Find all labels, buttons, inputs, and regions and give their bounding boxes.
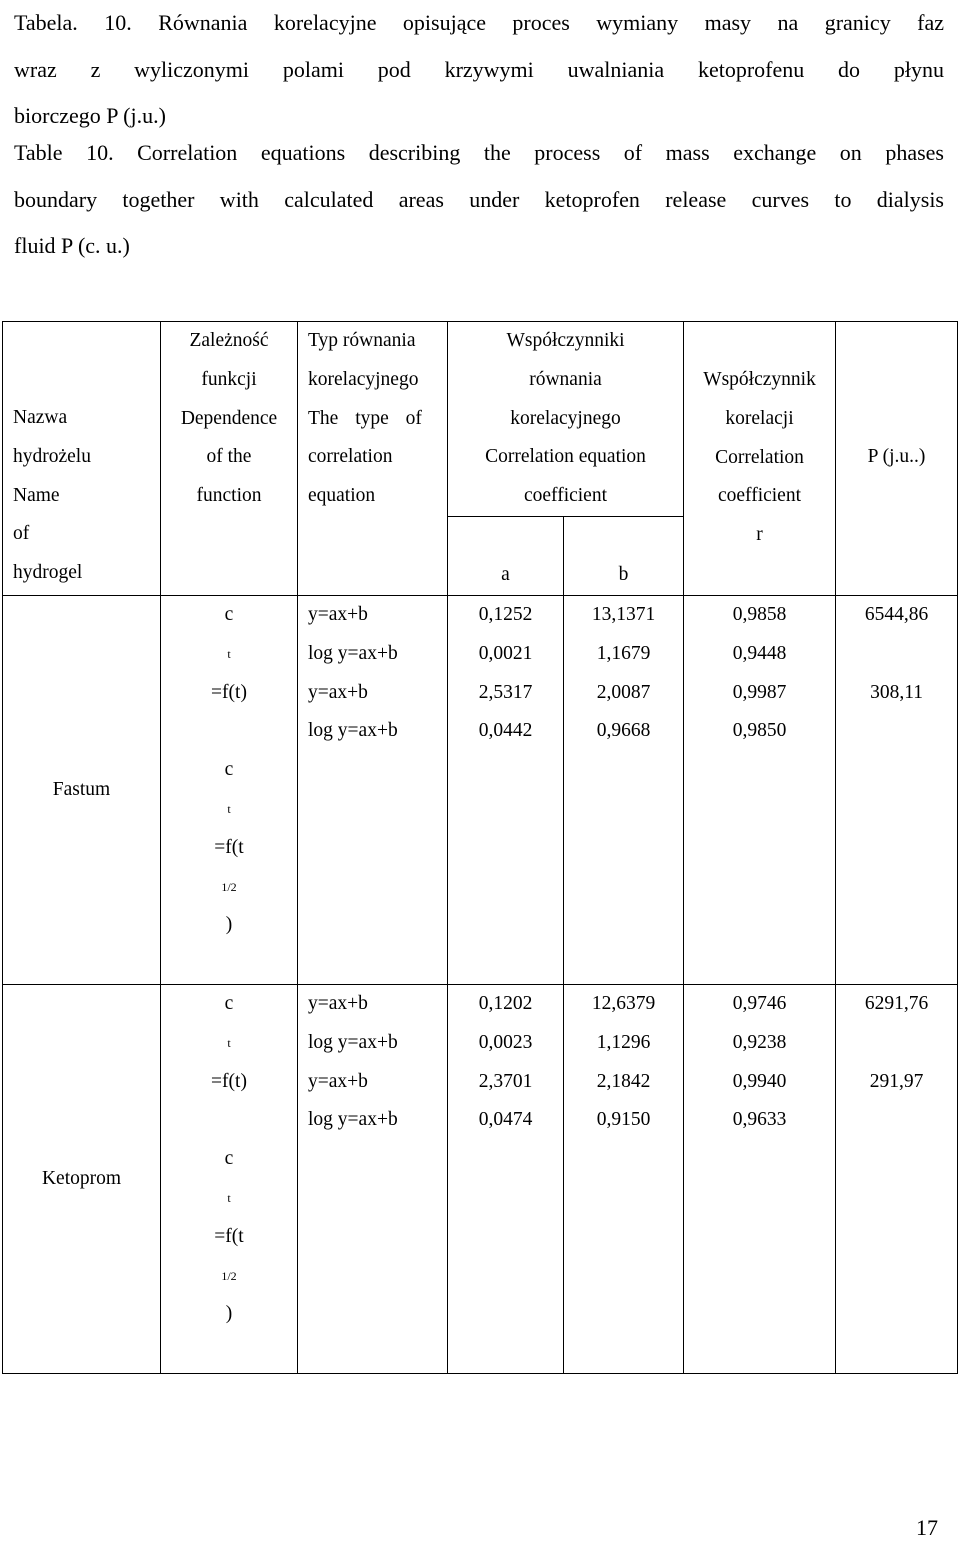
correlation-table — [2, 321, 958, 1374]
header-correlation-coefficient: Współczynnik korelacji Correlation coefficient r — [684, 322, 836, 596]
equation-cell: y=ax+b log y=ax+b y=ax+b log y=ax+b — [298, 984, 448, 1373]
header-hydrogel-name: Nazwa hydrożelu Name of hydrogel — [3, 322, 161, 596]
caption-line: Table 10. Correlation equations describing the process of mass exchange on phases — [14, 140, 944, 165]
coefficient-b-cell: 12,6379 1,1296 2,1842 0,9150 — [564, 984, 684, 1373]
caption-line: boundary together with calculated areas under ketoprofen release curves to dialysis — [14, 186, 944, 212]
dependence-cell: c t =f(t) c t =f(t 1/2 ) — [161, 984, 298, 1373]
correlation-r-cell: 0,9746 0,9238 0,9940 0,9633 — [684, 984, 836, 1373]
header-coefficients: Współczynniki równania korelacyjnego Correlation equation coefficient — [448, 322, 684, 517]
hydrogel-name-cell: Fastum — [3, 596, 161, 985]
caption-line: wraz z wyliczonymi polami pod krzywymi uwalniania ketoprofenu do płynu — [14, 56, 944, 82]
caption-line: fluid P (c. u.) — [14, 233, 130, 258]
caption-line: Tabela. 10. Równania korelacyjne opisujące proces wymiany masy na granicy faz — [14, 10, 944, 35]
header-p-value: P (j.u..) — [836, 322, 958, 596]
coefficient-b-cell: 13,1371 1,1679 2,0087 0,9668 — [564, 596, 684, 985]
p-value-cell: 6544,86 308,11 — [836, 596, 958, 985]
dependence-cell: c t =f(t) c t =f(t 1/2 ) — [161, 596, 298, 985]
header-equation-type: Typ równania korelacyjnego The type of correlation equation — [298, 322, 448, 596]
coefficient-a-cell: 0,1202 0,0023 2,3701 0,0474 — [448, 984, 564, 1373]
coefficient-a-cell: 0,1252 0,0021 2,5317 0,0442 — [448, 596, 564, 985]
header-coefficient-a: a — [448, 517, 564, 596]
equation-cell: y=ax+b log y=ax+b y=ax+b log y=ax+b — [298, 596, 448, 985]
caption-line: biorczego P (j.u.) — [14, 103, 166, 128]
table-caption-english — [14, 130, 944, 270]
page-number: 17 — [916, 1515, 938, 1540]
header-row — [3, 322, 958, 517]
p-value-cell: 6291,76 291,97 — [836, 984, 958, 1373]
table-row-group — [3, 596, 958, 985]
table-row-group — [3, 984, 958, 1373]
correlation-r-cell: 0,9858 0,9448 0,9987 0,9850 — [684, 596, 836, 985]
header-dependence: Zależność funkcji Dependence of the function — [161, 322, 298, 596]
hydrogel-name-cell: Ketoprom — [3, 984, 161, 1373]
table-caption-polish — [14, 0, 944, 140]
header-coefficient-b: b — [564, 517, 684, 596]
